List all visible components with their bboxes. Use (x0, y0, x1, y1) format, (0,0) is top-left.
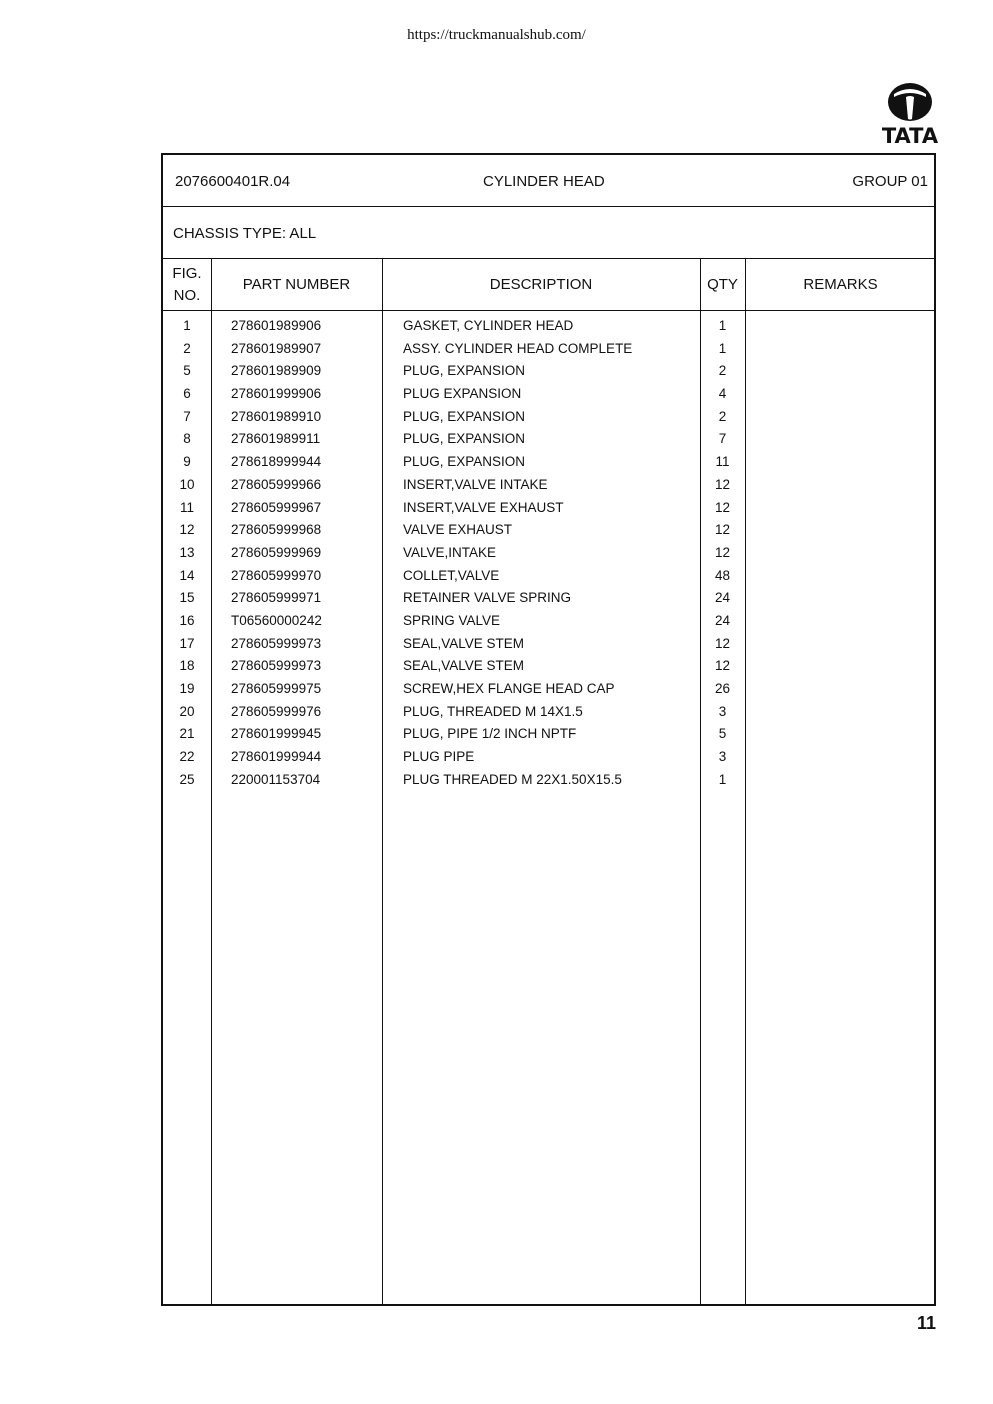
fig-no-cell: 21 (179, 726, 195, 742)
table-row (163, 636, 934, 659)
qty-cell: 12 (714, 522, 731, 538)
table-row (163, 681, 934, 704)
fig-no-cell: 15 (179, 590, 195, 606)
fig-no-cell: 12 (179, 522, 195, 538)
fig-no-cell: 5 (183, 363, 191, 379)
col-remarks: REMARKS (803, 276, 878, 293)
chassis-row (163, 207, 934, 259)
description-cell: ASSY. CYLINDER HEAD COMPLETE (403, 340, 633, 356)
fig-no-cell: 1 (183, 318, 191, 333)
part-number-cell: 278601999945 (231, 726, 322, 742)
qty-cell: 4 (718, 386, 727, 402)
tata-wordmark: TATA (881, 124, 939, 148)
parts-table (161, 153, 936, 1306)
fig-no-cell: 2 (183, 340, 191, 356)
qty-cell: 1 (718, 318, 727, 333)
part-number-cell: 278601989906 (231, 318, 322, 333)
part-number-cell: 278601989910 (231, 408, 322, 424)
fig-no-cell: 17 (179, 635, 195, 651)
part-number-cell: T06560000242 (231, 612, 322, 628)
qty-cell: 2 (718, 408, 727, 424)
qty-cell: 26 (714, 681, 731, 696)
description-cell: SPRING VALVE (403, 612, 501, 628)
table-row (163, 477, 934, 500)
chassis-type: CHASSIS TYPE: ALL (173, 225, 317, 242)
header-url: https://truckmanualshub.com/ (407, 27, 586, 43)
col-fig-no (163, 259, 211, 311)
qty-cell: 24 (714, 590, 731, 606)
part-number-cell: 278605999966 (231, 476, 322, 492)
part-number-cell: 278605999970 (231, 567, 322, 583)
fig-no-cell: 16 (179, 612, 195, 628)
tata-emblem-icon (886, 82, 934, 124)
col-qty: QTY (707, 276, 738, 293)
qty-cell: 11 (715, 454, 730, 470)
description-cell: VALVE,INTAKE (403, 544, 497, 560)
table-row (163, 318, 934, 341)
qty-cell: 12 (714, 544, 731, 560)
description-cell: PLUG, EXPANSION (403, 431, 526, 447)
description-cell: PLUG, PIPE 1/2 INCH NPTF (403, 726, 577, 742)
part-number-cell: 278618999944 (231, 454, 322, 470)
table-row (163, 363, 934, 386)
table-row (163, 749, 934, 772)
doc-number: 2076600401R.04 (175, 173, 291, 190)
qty-cell: 7 (718, 431, 727, 447)
table-body (163, 318, 934, 794)
qty-cell: 5 (718, 726, 727, 742)
fig-no-cell: 20 (179, 703, 195, 719)
description-cell: PLUG PIPE (403, 749, 475, 765)
fig-no-cell: 7 (183, 408, 191, 424)
description-cell: INSERT,VALVE INTAKE (403, 476, 548, 492)
description-cell: VALVE EXHAUST (403, 522, 513, 538)
part-number-cell: 278605999973 (231, 635, 322, 651)
col-fig-line2: NO. (173, 287, 201, 304)
fig-no-cell: 14 (179, 567, 195, 583)
part-number-cell: 278601989907 (231, 340, 322, 356)
part-number-cell: 278601999944 (231, 749, 322, 765)
qty-cell: 24 (714, 612, 731, 628)
description-cell: PLUG, THREADED M 14X1.5 (403, 703, 583, 719)
fig-no-cell: 9 (183, 454, 191, 470)
group-label: GROUP 01 (852, 173, 928, 190)
qty-cell: 12 (714, 499, 731, 515)
qty-cell: 12 (714, 476, 731, 492)
description-cell: PLUG, EXPANSION (403, 363, 526, 379)
table-row (163, 545, 934, 568)
col-fig-line1: FIG. (172, 265, 202, 282)
part-number-cell: 220001153704 (231, 771, 321, 787)
qty-cell: 1 (718, 771, 727, 787)
fig-no-cell: 18 (179, 658, 195, 674)
table-row (163, 590, 934, 613)
table-row (163, 341, 934, 364)
description-cell: PLUG THREADED M 22X1.50X15.5 (403, 771, 622, 787)
part-number-cell: 278605999967 (231, 499, 322, 515)
description-cell: PLUG, EXPANSION (403, 454, 526, 470)
table-row (163, 522, 934, 545)
description-cell: PLUG, EXPANSION (403, 408, 526, 424)
description-cell: SEAL,VALVE STEM (403, 658, 525, 674)
column-headers (163, 259, 934, 311)
fig-no-cell: 11 (179, 499, 194, 515)
description-cell: SCREW,HEX FLANGE HEAD CAP (403, 681, 615, 696)
fig-no-cell: 8 (183, 431, 191, 447)
table-row (163, 409, 934, 432)
fig-no-cell: 13 (179, 544, 195, 560)
part-number-cell: 278601999906 (231, 386, 322, 402)
part-number-cell: 278605999968 (231, 522, 322, 538)
table-row (163, 568, 934, 591)
qty-cell: 48 (714, 567, 731, 583)
description-cell: INSERT,VALVE EXHAUST (403, 499, 564, 515)
fig-no-cell: 10 (179, 476, 195, 492)
fig-no-cell: 25 (179, 771, 195, 787)
page-number: 11 (916, 1313, 936, 1333)
part-number-cell: 278605999975 (231, 681, 322, 696)
description-cell: GASKET, CYLINDER HEAD (403, 318, 574, 333)
part-number-cell: 278601989909 (231, 363, 322, 379)
part-number-cell: 278601989911 (231, 431, 321, 447)
table-row (163, 704, 934, 727)
part-number-cell: 278605999976 (231, 703, 322, 719)
col-part-number: PART NUMBER (242, 276, 351, 293)
table-row (163, 726, 934, 749)
table-row (163, 500, 934, 523)
description-cell: PLUG EXPANSION (403, 386, 522, 402)
description-cell: SEAL,VALVE STEM (403, 635, 525, 651)
table-row (163, 431, 934, 454)
part-number-cell: 278605999971 (231, 590, 322, 606)
section-title: CYLINDER HEAD (483, 173, 605, 190)
tata-logo (878, 82, 942, 148)
table-row (163, 454, 934, 477)
col-description: DESCRIPTION (489, 276, 593, 293)
table-row (163, 772, 934, 795)
table-row (163, 613, 934, 636)
fig-no-cell: 22 (179, 749, 195, 765)
description-cell: COLLET,VALVE (403, 567, 500, 583)
qty-cell: 3 (718, 749, 727, 765)
qty-cell: 12 (714, 658, 731, 674)
qty-cell: 12 (714, 635, 731, 651)
fig-no-cell: 19 (179, 681, 195, 696)
table-row (163, 386, 934, 409)
qty-cell: 3 (718, 703, 727, 719)
catalog-header (163, 155, 934, 207)
table-row (163, 658, 934, 681)
qty-cell: 1 (718, 340, 727, 356)
qty-cell: 2 (718, 363, 727, 379)
part-number-cell: 278605999973 (231, 658, 322, 674)
part-number-cell: 278605999969 (231, 544, 322, 560)
description-cell: RETAINER VALVE SPRING (403, 590, 572, 606)
fig-no-cell: 6 (183, 386, 191, 402)
